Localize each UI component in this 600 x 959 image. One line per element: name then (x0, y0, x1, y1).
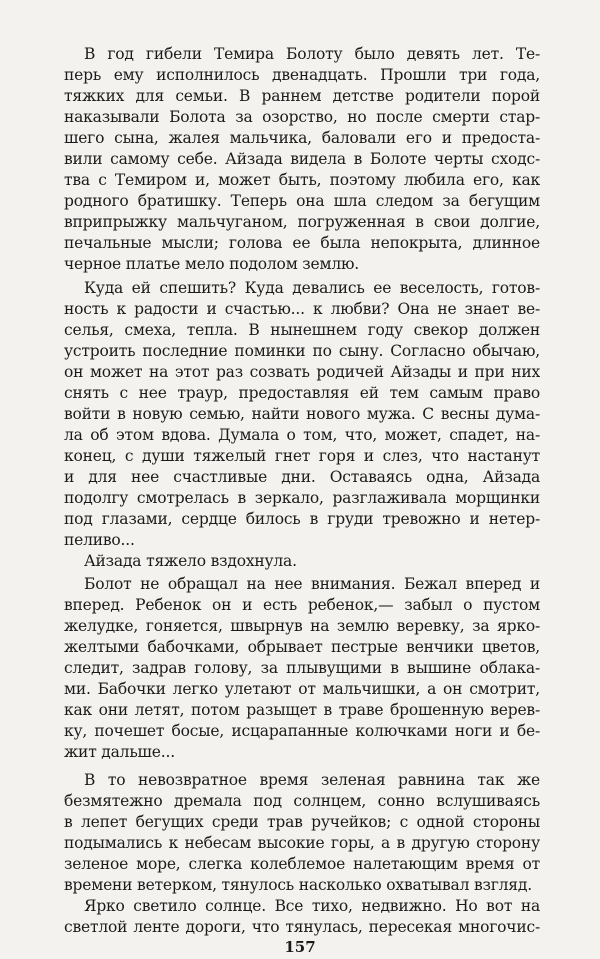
text-line: ла об этом вдова. Думала о том, что, может, спадет, на- (64, 426, 540, 444)
text-line: вприпрыжку мальчуганом, погруженная в свои долгие, (64, 213, 540, 231)
text-line: Айзада тяжело вздохнула. (84, 552, 297, 570)
text-line: тва с Темиром и, может быть, поэтому любила его, как (64, 171, 540, 189)
text-line: перь ему исполнилось двенадцать. Прошли три года, (64, 66, 540, 84)
text-line: В год гибели Темира Болоту было девять лет. Те- (84, 45, 540, 63)
text-line: безмятежно дремала под солнцем, сонно вслушиваясь (64, 792, 540, 810)
text-line: ми. Бабочки легко улетают от мальчишки, а он смотрит, (64, 680, 540, 698)
text-line: жит дальше... (64, 743, 175, 761)
text-line: подолгу смотрелась в зеркало, разглаживала морщинки (64, 489, 540, 507)
text-line: вперед. Ребенок он и есть ребенок,— забыл о пустом (64, 596, 540, 614)
text-line: желтыми бабочками, обрывает пестрые венчики цветов, (64, 638, 540, 656)
text-line: и для нее счастливые дни. Оставаясь одна, Айзада (64, 468, 540, 486)
text-line: как они летят, потом разыщет в траве брошенную верев- (64, 701, 540, 719)
text-line: времени ветерком, тянулось насколько охватывал взгляд. (64, 876, 532, 894)
text-line: снять с нее траур, предоставляя ей тем самым право (64, 384, 540, 402)
text-line: родного братишку. Теперь она шла следом за бегущим (64, 192, 540, 210)
text-line: желудке, гоняется, швырнув на землю веревку, за ярко- (64, 617, 540, 635)
text-line: Болот не обращал на нее внимания. Бежал вперед и (84, 575, 540, 593)
text-line: ность к радости и счастью... к любви? Она не знает ве- (64, 300, 540, 318)
text-line: зеленое море, слегка колеблемое налетающим время от (64, 855, 540, 873)
text-line: черное платье мело подолом землю. (64, 255, 360, 273)
page-number: 157 (284, 938, 316, 956)
text-line: конец, с души тяжелый гнет горя и слез, что настанут (64, 447, 540, 465)
text-line: Куда ей спешить? Куда девались ее веселость, готов- (84, 279, 540, 297)
text-line: наказывали Болота за озорство, но после смерти стар- (64, 108, 540, 126)
text-line: печальные мысли; голова ее была непокрыта, длинное (64, 234, 540, 252)
text-line: ку, почешет босые, исцарапанные колючками ноги и бе- (64, 722, 540, 740)
text-line: шего сына, жалея мальчика, баловали его и предоста- (64, 129, 540, 147)
text-line: пеливо... (64, 531, 135, 549)
text-line: В то невозвратное время зеленая равнина так же (84, 771, 540, 789)
text-line: войти в новую семью, найти нового мужа. С весны дума- (64, 405, 540, 423)
text-line: подымались к небесам высокие горы, а в другую сторону (64, 834, 540, 852)
text-line: Ярко светило солнце. Все тихо, недвижно. Но вот на (84, 897, 540, 915)
text-line: вили самому себе. Айзада видела в Болоте черты сходс- (64, 150, 540, 168)
text-line: селья, смеха, тепла. В нынешнем году свекор должен (64, 321, 540, 339)
text-line: под глазами, сердце билось в груди тревожно и нетер- (64, 510, 540, 528)
text-line: тяжких для семьи. В раннем детстве родители порой (64, 87, 540, 105)
text-line: устроить последние поминки по сыну. Согласно обычаю, (64, 342, 540, 360)
text-line: он может на этот раз созвать родичей Айзады и при них (64, 363, 540, 381)
text-line: в лепет бегущих среди трав ручейков; с одной стороны (64, 813, 540, 831)
text-line: светлой ленте дороги, что тянулась, пересекая многочис- (64, 918, 540, 936)
text-line: следит, задрав голову, за плывущими в вышине облака- (64, 659, 540, 677)
